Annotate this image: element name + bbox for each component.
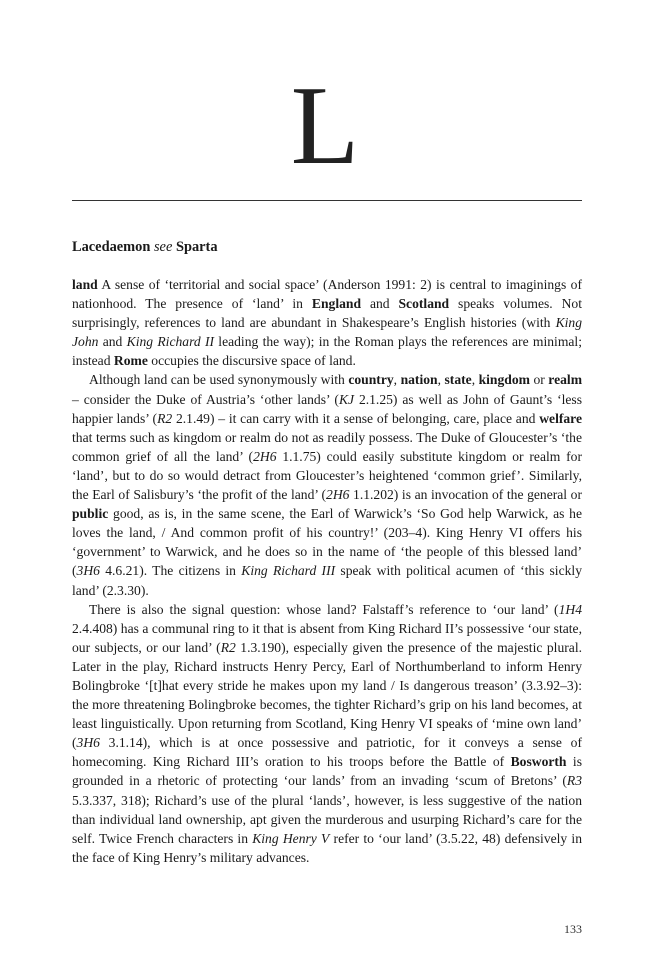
text-run: 2.1.25) as well as John of Gaunt’s ‘less happier lands’ ( [72,391,582,426]
italic-reference: King Richard III [241,563,336,579]
italic-reference: 2H6 [253,448,277,464]
text-run: 2.4.408) has a communal ring to it that is absent from King Richard II’s possessive ‘our state, our subjects, or our land’ ( [72,620,582,655]
text-run: , [471,372,479,388]
page-number: 133 [564,922,582,936]
text-run: and [361,296,399,312]
text-run: , [437,372,445,388]
text-run: 3.1.14), which is at once possessive and patriotic, for it conveys a sense of homecoming. King Richard III’s oration to his troops before the Battle of [72,735,582,770]
bold-term: public [72,506,109,522]
bold-term: Rome [113,353,148,369]
text-run: and [98,334,127,350]
text-run: is grounded in a rhetoric of protecting ‘our lands’ from an invading ‘scum of Bretons’ ( [72,754,582,789]
bold-term: state [444,372,472,388]
cross-reference-term: Lacedaemon [72,239,151,255]
text-run: good, as is, in the same scene, the Earl of Warwick’s ‘So God help Warwick, as he loves the land, / And common profit of his country!’ (203–4). King Henry VI offers his ‘government’ to Warwick, and he does so in the name of ‘the people of this blessed land’ ( [72,506,582,579]
text-run: 1.1.202) is an invocation of the general or [349,487,582,503]
italic-reference: 3H6 [76,563,100,579]
italic-reference: King John [72,315,582,350]
text-run: A sense of ‘territorial and social space’ (Anderson 1991: 2) is central to imaginings of nationhood. The presence of ‘land’ in [72,277,582,312]
text-run: speaks volumes. Not surprisingly, references to land are abundant in Shakespeare’s English histories (with [72,296,582,331]
text-run: speak with political acumen of ‘this sickly land’ (2.3.30). [72,563,582,598]
text-run: There is also the signal question: whose land? Falstaff’s reference to ‘our land’ ( [89,601,559,617]
italic-reference: KJ [338,391,355,407]
see-label: see [153,239,173,255]
section-letter: L [290,64,360,188]
cross-reference-target: Sparta [175,239,218,255]
bold-term: realm [548,372,583,388]
text-run: leading the way); in the Roman plays the references are minimal; instead [72,334,582,369]
bold-term: kingdom [478,372,530,388]
text-run: Although land can be used synonymously with [89,372,349,388]
italic-reference: R2 [157,410,173,426]
text-run: 4.6.21). The citizens in [99,563,242,579]
italic-reference: R3 [566,773,582,789]
italic-reference: 1H4 [558,601,582,617]
text-run: 5.3.337, 318); Richard’s use of the plural ‘lands’, however, is less suggestive of the nation than individual land ownership, apt given the murderous and usurping Richard’s care for the self. Twice French characters in [72,792,582,846]
text-run: – consider the Duke of Austria’s ‘other lands’ ( [72,391,339,407]
italic-reference: 2H6 [326,487,350,503]
paragraph [72,275,582,370]
text-run: that terms such as kingdom or realm do not as readily possess. The Duke of Gloucester’s ‘the common grief of all the land’ ( [72,429,582,464]
bold-term: Scotland [398,296,450,312]
text-run: , [393,372,401,388]
paragraph [72,370,582,599]
italic-reference: King Henry V [252,830,330,846]
bold-term: land [72,277,98,292]
section-divider [72,200,582,201]
bold-term: Bosworth [510,754,567,770]
italic-reference: 3H6 [76,735,100,751]
italic-reference: King Richard II [126,334,214,350]
bold-term: country [348,372,394,388]
text-run: refer to ‘our land’ (3.5.22, 48) defensively in the face of King Henry’s military advances. [72,830,583,865]
bold-term: welfare [539,410,582,426]
cross-reference-entry [72,238,582,256]
bold-term: nation [400,372,438,388]
text-run: 2.1.49) – it can carry with it a sense of belonging, care, place and [172,410,540,426]
paragraph [72,600,582,867]
text-run: occupies the discursive space of land. [147,353,356,369]
text-run: or [529,372,549,388]
entry-body [72,275,582,867]
italic-reference: R2 [220,639,236,655]
text-run: 1.3.190), especially given the presence of the majestic plural. Later in the play, Richard instructs Henry Percy, Earl of Northumberland to inform Henry Bolingbroke ‘[t]hat every stride he makes upon my land / Is dangerous treason’ (3.3.92–3): the more threatening Bolingbroke becomes, the tighter Richard’s grip on his land becomes, at least linguistically. Upon returning from Scotland, King Henry VI speaks of ‘mine own land’ ( [72,639,582,751]
text-run: 1.1.75) could easily substitute kingdom or realm for ‘land’, but to do so would detract from Gloucester’s heightened ‘common grief’. Similarly, the Earl of Salisbury’s ‘the profit of the land’ ( [72,448,582,503]
bold-term: England [311,296,362,312]
